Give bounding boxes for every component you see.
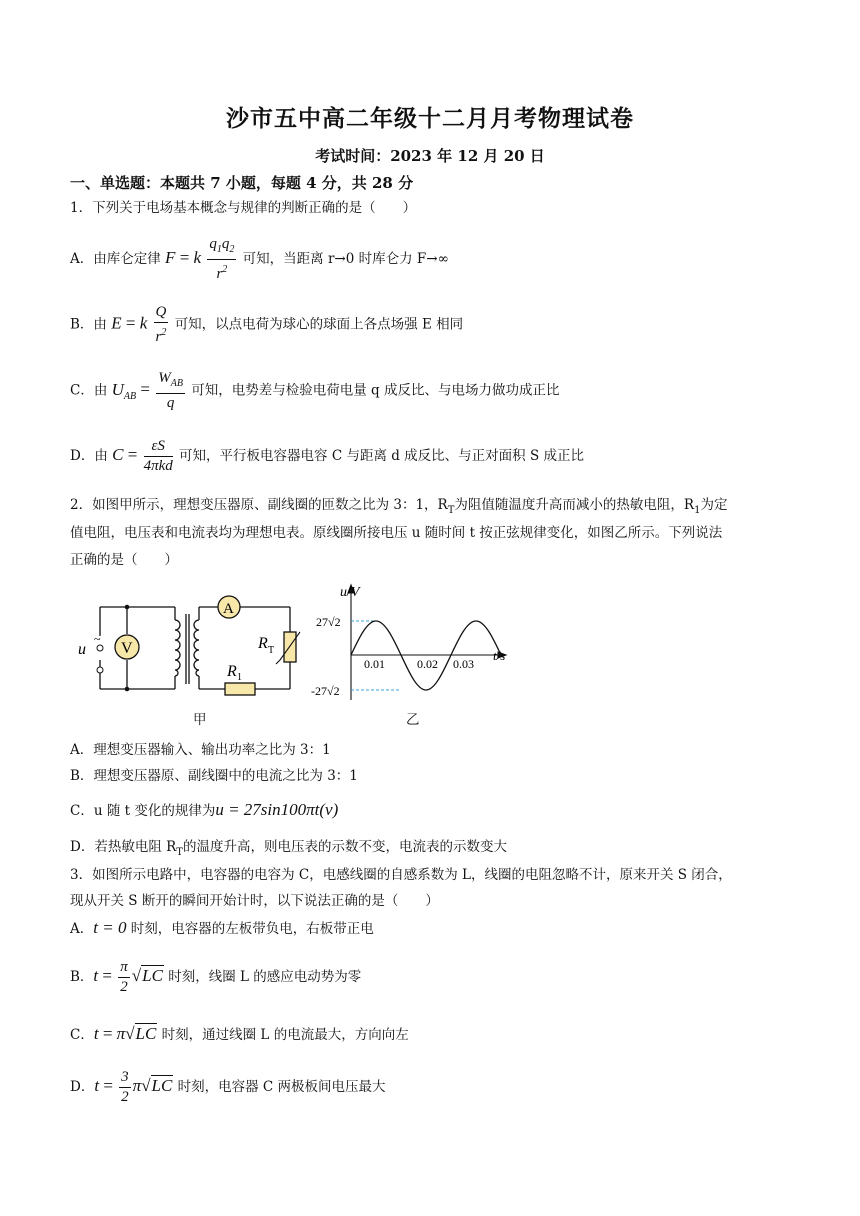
potential-formula: $U_{AB}$: [111, 379, 137, 402]
voltage-formula: u = 27sin100πt(v): [215, 800, 339, 819]
svg-text:T: T: [268, 645, 275, 656]
capacitance-formula: C: [112, 445, 124, 464]
option-a-prefix: A．由库仑定律: [70, 251, 161, 267]
option-b-prefix: B．由: [70, 316, 107, 333]
u-label: u: [78, 641, 86, 658]
tilde-symbol: ~: [94, 632, 101, 646]
thermistor-icon: [284, 632, 296, 662]
question-3-option-c: C．t = π√LC 时刻，通过线圈 L 的电流最大，方向向左: [70, 1024, 409, 1043]
question-3-option-a: A．t = 0 时刻，电容器的左板带负电，右板带正电: [70, 918, 374, 937]
option-d-prefix: D．由: [70, 448, 108, 464]
rt-label: R: [258, 635, 268, 652]
graph-ymin-label: -27√2: [311, 684, 340, 698]
r1-label: R: [227, 663, 237, 680]
figure-jia-caption: 甲: [193, 712, 207, 728]
question-1-option-a: A．由库仑定律 F = k $\frac{q_1q_2}{r^2}$ 可知，当距离 r→0 时库仑力 F→∞: [70, 236, 449, 282]
voltage-time-graph: [310, 582, 520, 707]
page-title: 沙市五中高二年级十二月月考物理试卷: [226, 105, 634, 132]
question-3-stem-line1: 3．如图所示电路中，电容器的电容为 C，电感线圈的自感系数为 L，线圈的电阻忽略不计，原来开关 S 闭合，: [70, 867, 732, 883]
svg-text:V: V: [121, 640, 133, 657]
section-heading: 一、单选题：本题共 7 小题，每题 4 分，共 28 分: [70, 174, 414, 192]
question-2-option-d: D．若热敏电阻 $R_T$的温度升高，则电压表的示数不变，电流表的示数变大: [70, 839, 507, 858]
graph-y-label: u/V: [340, 585, 360, 600]
resistor-r1-icon: [225, 683, 255, 695]
graph-x-label: t/s: [493, 648, 506, 663]
svg-text:A: A: [223, 601, 234, 617]
question-3-option-d: D．t = $\frac{3}{2}$ π√LC 时刻，电容器 C 两极板间电压最大: [70, 1069, 386, 1105]
option-c-text: 可知，电势差与检验电荷电量 q 成反比、与电场力做功成正比: [191, 382, 560, 399]
option-a-text: 可知，当距离 r→0 时库仑力 F→∞: [242, 251, 449, 267]
question-2-stem-line3: 正确的是（ ）: [70, 552, 178, 568]
question-2-option-c: C．u 随 t 变化的规律为u = 27sin100πt(v): [70, 800, 339, 819]
question-1-option-b: B．由 E = k $\frac{Q}{r^2}$ 可知，以点电荷为球心的球面上各点场强 E 相同: [70, 304, 464, 345]
graph-tick-0.03: 0.03: [453, 657, 474, 671]
svg-text:1: 1: [237, 672, 242, 683]
question-3-stem-line2: 现从开关 S 断开的瞬间开始计时，以下说法正确的是（ ）: [70, 893, 439, 909]
option-b-text: 可知，以点电荷为球心的球面上各点场强 E 相同: [174, 316, 464, 333]
coulomb-formula: F: [165, 248, 176, 267]
exam-time: 考试时间：2023 年 12 月 20 日: [315, 147, 545, 165]
option-d-text: 可知，平行板电容器电容 C 与距离 d 成反比、与正对面积 S 成正比: [179, 448, 585, 464]
question-2-stem-line2: 值电阻，电压表和电流表均为理想电表。原线圈所接电压 u 随时间 t 按正弦规律变化，如图乙所示。下列说法: [70, 525, 723, 541]
question-1-option-c: C．由 $U_{AB}$ = $\frac{W_{AB}}{q}$ 可知，电势差与检验电荷电量 q 成反比、与电场力做功成正比: [70, 370, 560, 411]
question-3-option-b: B．t = $\frac{\pi}{2}$ √LC 时刻，线圈 L 的感应电动势为零: [70, 959, 362, 995]
figure-yi-caption: 乙: [406, 712, 420, 728]
question-2-stem-line1: 2．如图甲所示，理想变压器原、副线圈的匝数之比为 3：1，$R_T$为阻值随温度升高而减小的热敏电阻，$R_1$为定: [70, 497, 728, 516]
field-formula: E: [111, 313, 122, 333]
option-c-prefix: C．由: [70, 382, 108, 399]
question-2-option-b: B．理想变压器原、副线圈中的电流之比为 3：1: [70, 768, 358, 784]
question-2-option-a: A．理想变压器输入、输出功率之比为 3：1: [70, 742, 331, 758]
question-1-stem: 1．下列关于电场基本概念与规律的判断正确的是（ ）: [70, 200, 417, 216]
question-1-option-d: D．由 C = $\frac{\varepsilon S}{\text{4πkd}}$ 可知，平行板电容器电容 C 与距离 d 成反比、与正对面积 S 成正比: [70, 438, 585, 474]
graph-tick-0.02: 0.02: [417, 657, 438, 671]
transformer-circuit-diagram: [70, 592, 310, 707]
graph-tick-0.01: 0.01: [364, 657, 385, 671]
graph-ymax-label: 27√2: [316, 615, 341, 629]
